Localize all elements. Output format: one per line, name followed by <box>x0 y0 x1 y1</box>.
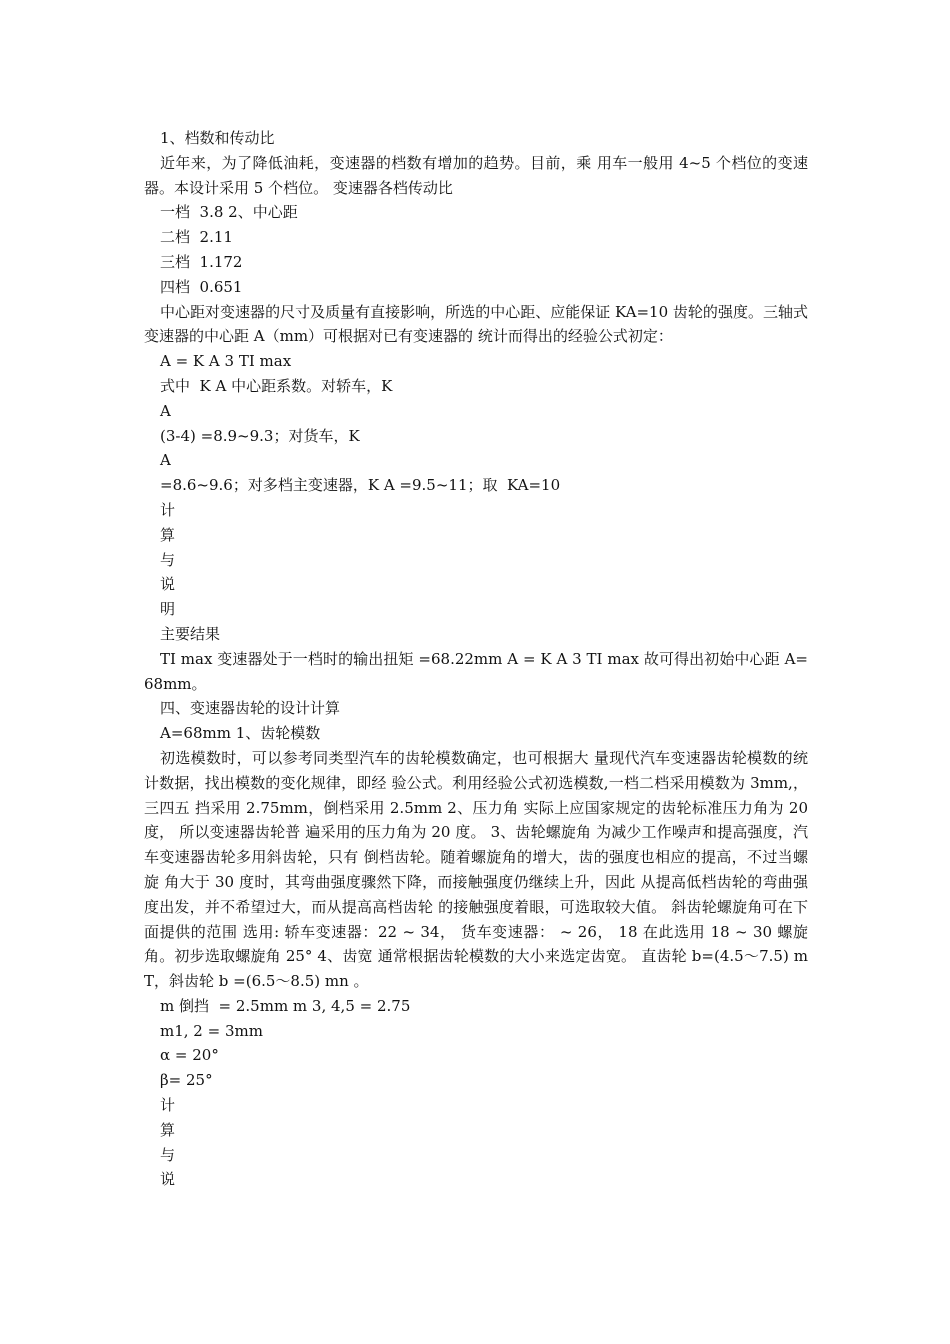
formula-center-distance: A = K A 3 TI max <box>160 352 292 371</box>
paragraph-center-distance: 中心距对变速器的尺寸及质量有直接影响，所选的中心距、应能保证 KA=10 齿轮的强度。三轴式变速器的中心距 A（mm）可根据对已有变速器的 统计而得出的经验公式初定： <box>144 302 808 346</box>
text-line: 式中 K A 中心距系数。对轿车，K <box>160 376 393 395</box>
gear-ratio-fourth: 四档 0.651 <box>160 277 243 296</box>
gear-ratio-second: 二档 2.11 <box>160 228 233 247</box>
text-line: =8.6~9.6；对多档主变速器，K A =9.5~11；取 KA=10 <box>160 476 561 495</box>
vertical-label-char: 计 <box>160 500 176 519</box>
text-line: A <box>160 451 171 470</box>
gear-ratio-first: 一档 3.8 2、中心距 <box>160 203 298 222</box>
vertical-label-char: 计 <box>160 1096 176 1115</box>
vertical-label-char: 说 <box>160 575 176 594</box>
gear-ratio-third: 三档 1.172 <box>160 252 243 271</box>
paragraph-module-selection: 初选模数时，可以参考同类型汽车的齿轮模数确定，也可根据大 量现代汽车变速器齿轮模数的统计数据，找出模数的变化规律，即经 验公式。利用经验公式初选模数,一档二档采用模数为 3mm,，三四五 挡采用 2.75mm，倒档采用 2.5mm 2、压力角 实际上应国家规定的齿轮标准压力角为 20 度， 所以变速器齿轮普 遍采用的压力角为 20 度。 3、齿轮螺旋角 为减少工作噪声和提高强度，汽车变速器齿轮多用斜齿轮，只有 倒档齿轮。随着螺旋角的增大，齿的强度也相应的提高，不过当螺旋 角大于 30 度时，其弯曲强度骤然下降，而接触强度仍继续上升，因此 从提高低档齿轮的弯曲强度出发，并不希望过大，而从提高高档齿轮 的接触强度着眼，可选取较大值。 斜齿轮螺旋角可在下面提供的范围 选用: 轿车变速器：22 ~ 34， 货车变速器： ~ 26， 18 在此选用 18 ~ 30 螺旋角。初步选取螺旋角 25° 4、齿宽 通常根据齿轮模数的大小来选定齿宽。 直齿轮 b=(4.5～7.5) mT，斜齿轮 b =(6.5～8.5) mn 。 <box>144 748 808 991</box>
paragraph-gear-count: 近年来，为了降低油耗，变速器的档数有增加的趋势。目前，乘 用车一般用 4~5 个档位的变速器。本设计采用 5 个档位。 变速器各档传动比 <box>144 153 808 197</box>
vertical-label-char: 说 <box>160 1170 176 1189</box>
text-line: A <box>160 401 171 420</box>
text-line: A=68mm 1、齿轮模数 <box>160 724 321 743</box>
paragraph-output-torque: TI max 变速器处于一档时的输出扭矩 =68.22mm A = K A 3 TI max 故可得出初始中心距 A=68mm。 <box>144 649 808 693</box>
main-results-label: 主要结果 <box>160 624 221 643</box>
section-heading-gear-design: 四、变速器齿轮的设计计算 <box>160 699 341 718</box>
vertical-label-char: 与 <box>160 550 176 569</box>
section-heading-gears-ratio: 1、档数和传动比 <box>160 129 275 147</box>
vertical-label-char: 与 <box>160 1145 176 1164</box>
result-module-reverse: m 倒挡 = 2.5mm m 3, 4,5 = 2.75 <box>160 996 411 1015</box>
document-body <box>144 126 808 1192</box>
vertical-label-char: 算 <box>160 1120 176 1139</box>
result-pressure-angle: α = 20° <box>160 1046 219 1065</box>
vertical-label-char: 明 <box>160 600 176 619</box>
text-line: (3-4) =8.9~9.3；对货车，K <box>160 426 360 445</box>
vertical-label-char: 算 <box>160 525 176 544</box>
result-helix-angle: β= 25° <box>160 1071 213 1090</box>
result-module-first: m1, 2 = 3mm <box>160 1021 263 1040</box>
